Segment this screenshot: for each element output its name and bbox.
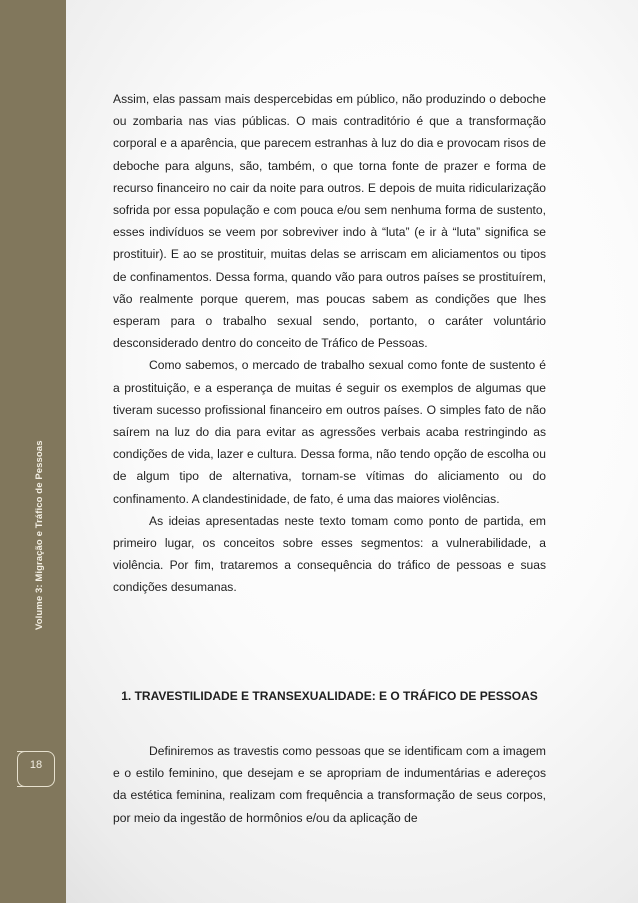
body-text — [113, 88, 546, 599]
volume-label: Volume 3: Migração e Tráfico de Pessoas — [34, 440, 45, 630]
paragraph-1: Assim, elas passam mais despercebidas em público, não produzindo o deboche ou zombaria nas vias públicas. O mais contraditório é que a transformação corporal e a aparência, que parecem estranhas à luz do dia e provocam risos de deboche para alguns, são, também, o que torna fonte de prazer e forma de recurso financeiro no cair da noite para outros. E depois de muita ridicularização sofrida por essa população e com pouca e/ou sem nenhuma forma de sustento, esses indivíduos se veem por sobreviver indo à “luta” (e ir à “luta” significa se prostituir). E ao se prostituir, muitas delas se arriscam em aliciamentos ou tipos de confinamentos. Dessa forma, quando vão para outros países se prostituírem, vão realmente porque querem, mas poucas sabem as condições que lhes esperam para o trabalho sexual sendo, portanto, o caráter voluntário desconsiderado dentro do conceito de Tráfico de Pessoas. — [113, 92, 546, 351]
section-heading: 1. TRAVESTILIDADE E TRANSEXUALIDADE: E O TRÁFICO DE PESSOAS — [121, 689, 538, 703]
paragraph-4: Definiremos as travestis como pessoas que se identificam com a imagem e o estilo feminino, que desejam e se apropriam de indumentárias e adereços da estética feminina, realizam com frequência a transformação de seus corpos, por meio da ingestão de hormônios e/ou da aplicação de — [113, 744, 546, 825]
body-text-continued — [113, 740, 546, 829]
page-number: 18 — [29, 759, 43, 771]
paragraph-3: As ideias apresentadas neste texto tomam como ponto de partida, em primeiro lugar, os conceitos sobre esses segmentos: a vulnerabilidade, a violência. Por fim, trataremos a consequência do tráfico de pessoas e suas condições desumanas. — [113, 513, 546, 595]
paragraph-2: Como sabemos, o mercado de trabalho sexual como fonte de sustento é a prostituição, e a esperança de muitas é seguir os exemplos de algumas que tiveram sucesso profissional financeiro em outros países. O simples fato de não saírem na luz do dia para evitar as agressões verbais acaba restringindo as condições de vida, lazer e cultura. Dessa forma, não tendo opção de escolha ou de algum tipo de alternativa, tornam-se vítimas do aliciamento ou do confinamento. A clandestinidade, de fato, é uma das maiores violências. — [113, 358, 546, 506]
